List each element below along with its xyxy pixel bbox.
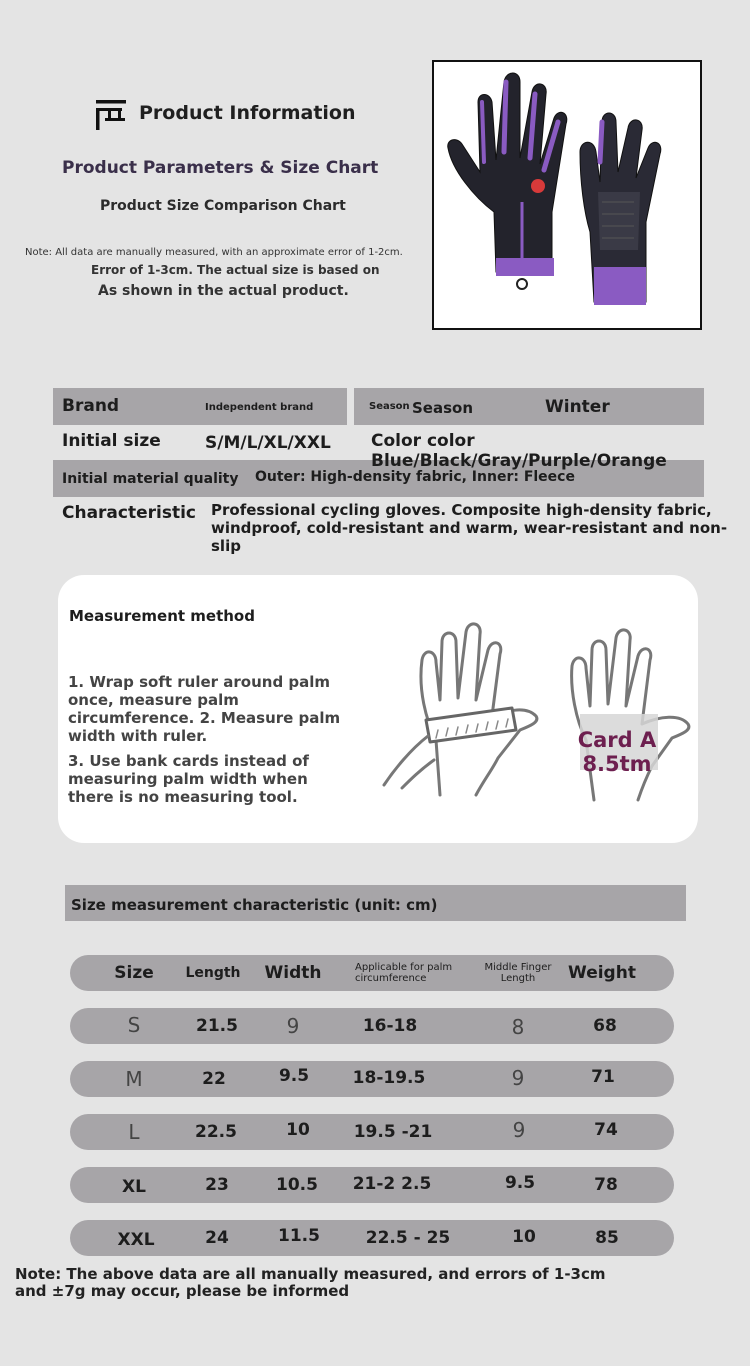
characteristic-label: Characteristic xyxy=(62,503,196,523)
header-width: Width xyxy=(264,963,322,983)
section-subtitle: Product Parameters & Size Chart xyxy=(62,158,379,178)
brand-label: Brand xyxy=(62,396,120,416)
cell-weight: 85 xyxy=(595,1228,619,1248)
season-small-label: Season xyxy=(369,401,410,412)
season-value: Winter xyxy=(545,397,610,417)
season-label: Season xyxy=(412,399,474,417)
cell-palm: 21-2 2.5 xyxy=(352,1174,432,1194)
cell-middle: 8 xyxy=(511,1015,525,1039)
cell-weight: 71 xyxy=(591,1067,615,1087)
product-info-icon xyxy=(92,98,128,132)
cell-middle: 10 xyxy=(512,1227,536,1247)
measurement-note-line3: As shown in the actual product. xyxy=(98,283,349,299)
measurement-title: Measurement method xyxy=(69,607,255,625)
size-label: Initial size xyxy=(62,431,161,451)
header-middle-finger-length: Middle Finger Length xyxy=(484,962,552,984)
table-row xyxy=(70,1114,674,1150)
cell-width: 9 xyxy=(286,1014,300,1038)
cell-middle: 9.5 xyxy=(504,1173,536,1193)
measurement-step-1: 1. Wrap soft ruler around palm once, measure palm circumference. 2. Measure palm width with ruler. xyxy=(68,673,341,745)
cell-length: 21.5 xyxy=(196,1016,238,1036)
cell-length: 22.5 xyxy=(195,1122,237,1142)
size-chart-header-row xyxy=(70,955,674,991)
header-palm-circumference: Applicable for palm circumference xyxy=(355,962,453,984)
card-label xyxy=(558,728,676,776)
cell-width: 10 xyxy=(286,1120,310,1140)
table-row xyxy=(70,1061,674,1097)
chart-subtitle: Product Size Comparison Chart xyxy=(100,198,346,214)
card-label-line1: Card A xyxy=(577,728,657,752)
glove-pair-image xyxy=(434,62,700,328)
cell-width: 10.5 xyxy=(276,1175,318,1195)
cell-palm: 19.5 -21 xyxy=(353,1122,433,1142)
page-title: Product Information xyxy=(139,102,356,124)
cell-weight: 78 xyxy=(594,1175,618,1195)
measurement-step-3: 3. Use bank cards instead of measuring palm width when there is no measuring tool. xyxy=(68,752,309,806)
measurement-note-line2: Error of 1-3cm. The actual size is based on xyxy=(91,263,380,277)
cell-weight: 68 xyxy=(593,1016,617,1036)
cell-size: M xyxy=(125,1067,143,1091)
size-value: S/M/L/XL/XXL xyxy=(205,433,331,453)
size-chart-footnote: Note: The above data are all manually measured, and errors of 1-3cm and ±7g may occur, please be informed xyxy=(15,1265,606,1300)
characteristic-value: Professional cycling gloves. Composite high-density fabric, windproof, cold-resistant and warm, wear-resistant and non-slip xyxy=(211,501,728,555)
cell-middle: 9 xyxy=(512,1118,526,1142)
cell-size: XL xyxy=(122,1177,146,1197)
size-chart-title: Size measurement characteristic (unit: cm) xyxy=(71,896,438,914)
cell-size: XXL xyxy=(117,1230,155,1250)
cell-width: 9.5 xyxy=(278,1066,310,1086)
cell-size: S xyxy=(127,1013,141,1037)
cell-palm: 22.5 - 25 xyxy=(365,1228,451,1248)
cell-length: 22 xyxy=(202,1069,226,1089)
cell-width: 11.5 xyxy=(278,1226,320,1246)
table-row xyxy=(70,1008,674,1044)
table-row xyxy=(70,1167,674,1203)
material-value: Outer: High-density fabric, Inner: Fleece xyxy=(255,469,575,485)
cell-size: L xyxy=(128,1120,140,1144)
card-label-line2: 8.5tm xyxy=(582,752,652,776)
cell-weight: 74 xyxy=(594,1120,618,1140)
hand-measurement-illustration xyxy=(380,620,700,810)
product-image-frame xyxy=(432,60,702,330)
cell-palm: 18-19.5 xyxy=(352,1068,426,1088)
header-weight: Weight xyxy=(568,963,636,983)
cell-palm: 16-18 xyxy=(362,1016,418,1036)
table-row xyxy=(70,1220,674,1256)
header-length: Length xyxy=(185,965,241,981)
header-size: Size xyxy=(114,963,154,983)
material-label: Initial material quality xyxy=(62,471,239,487)
measurement-note-line1: Note: All data are manually measured, with an approximate error of 1-2cm. xyxy=(25,247,403,258)
cell-length: 24 xyxy=(205,1228,229,1248)
brand-value: Independent brand xyxy=(205,402,314,413)
cell-middle: 9 xyxy=(511,1066,525,1090)
cell-length: 23 xyxy=(205,1175,229,1195)
color-value: Color color Blue/Black/Gray/Purple/Orange xyxy=(371,431,667,471)
